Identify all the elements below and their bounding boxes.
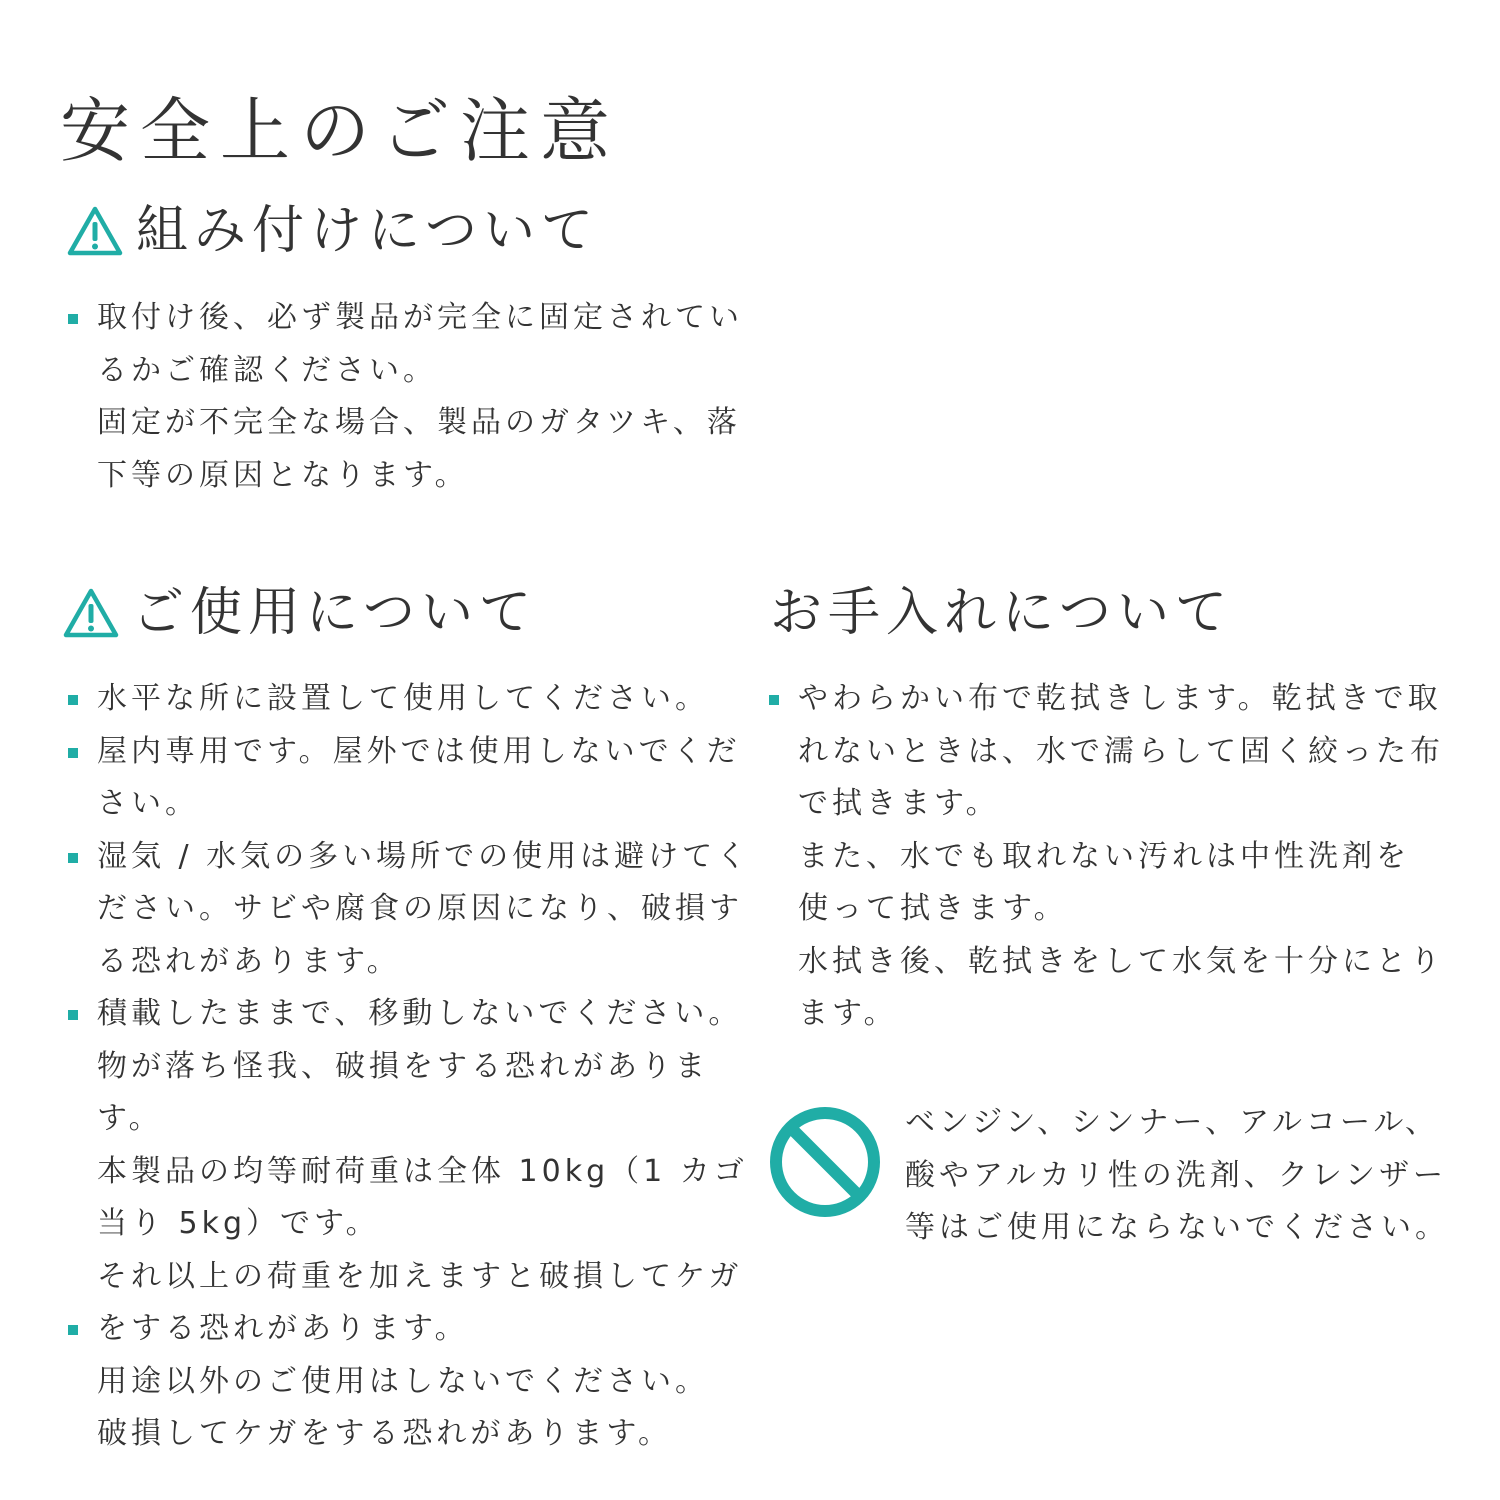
bullet-icon xyxy=(68,853,78,863)
warning-triangle-icon xyxy=(66,205,124,257)
prohibition-line: 酸やアルカリ性の洗剤、クレンザー xyxy=(905,1157,1448,1193)
prohibition-note xyxy=(905,1097,1449,1255)
list-item-line: 本製品の均等耐荷重は全体 10kg（1 カゴ xyxy=(97,1153,748,1189)
list-item-line: るかご確認ください。 xyxy=(97,352,437,388)
list-item-line: 物が落ち怪我、破損をする恐れがありま xyxy=(97,1048,709,1084)
usage-heading xyxy=(62,582,537,644)
bullet-icon xyxy=(68,314,78,324)
list-item-line: それ以上の荷重を加えますと破損してケガ xyxy=(97,1258,743,1294)
care-heading-text: お手入れについて xyxy=(770,583,1233,643)
list-item-line: 水平な所に設置して使用してください。 xyxy=(97,681,709,716)
assembly-heading-text: 組み付けについて xyxy=(136,201,599,261)
care-heading xyxy=(770,582,1233,644)
bullet-icon xyxy=(68,1325,78,1335)
bullet-icon xyxy=(68,695,78,705)
assembly-list xyxy=(60,292,743,502)
list-item-line: 湿気 / 水気の多い場所での使用は避けてく xyxy=(97,838,751,874)
warning-triangle-icon xyxy=(62,587,120,639)
list-item-line: やわらかい布で乾拭きします。乾拭きで取 xyxy=(798,681,1442,716)
list-item-line: 積載したままで、移動しないでください。 xyxy=(97,996,743,1031)
list-item-line: 取付け後、必ず製品が完全に固定されてい xyxy=(97,300,743,335)
list-item-line: ます。 xyxy=(798,996,898,1031)
list-item-line: 下等の原因となります。 xyxy=(97,457,469,493)
assembly-heading xyxy=(66,200,599,262)
list-item-line: 固定が不完全な場合、製品のガタツキ、落 xyxy=(97,405,741,440)
usage-heading-text: ご使用について xyxy=(132,583,537,643)
bullet-icon xyxy=(68,1010,78,1020)
list-item xyxy=(761,673,1444,1041)
list-item-line: 当り 5kg）です。 xyxy=(97,1206,380,1241)
list-item xyxy=(60,673,750,726)
list-item-line: 破損してケガをする恐れがあります。 xyxy=(97,1416,672,1451)
list-item-line: る恐れがあります。 xyxy=(97,943,401,979)
prohibition-icon xyxy=(768,1105,882,1219)
list-item-line: 用途以外のご使用はしないでください。 xyxy=(97,1363,709,1399)
list-item-line: で拭きます。 xyxy=(798,786,1000,821)
list-item-line: ださい。サビや腐食の原因になり、破損す xyxy=(97,891,743,926)
list-item-line: 水拭き後、乾拭きをして水気を十分にとり xyxy=(798,943,1444,979)
list-item-line: をする恐れがあります。 xyxy=(97,1311,469,1346)
list-item-line: 屋内専用です。屋外では使用しないでくだ xyxy=(97,733,741,769)
list-item xyxy=(60,292,743,502)
page-title: 安全上のご注意 xyxy=(60,89,620,172)
list-item xyxy=(60,988,750,1303)
list-item xyxy=(60,726,750,831)
list-item-line: また、水でも取れない汚れは中性洗剤を xyxy=(798,838,1410,874)
list-item xyxy=(60,831,750,989)
care-list xyxy=(761,673,1444,1041)
list-item-line: 使って拭きます。 xyxy=(798,891,1068,926)
list-item-line: す。 xyxy=(97,1101,163,1136)
bullet-icon xyxy=(68,748,78,758)
bullet-icon xyxy=(769,695,779,705)
prohibition-line: ベンジン、シンナー、アルコール、 xyxy=(905,1105,1439,1140)
prohibition-line: 等はご使用にならないでください。 xyxy=(905,1210,1449,1245)
list-item xyxy=(60,1303,750,1461)
usage-list xyxy=(60,673,750,1461)
list-item-line: れないときは、水で濡らして固く絞った布 xyxy=(798,733,1444,769)
list-item-line: さい。 xyxy=(97,786,199,821)
